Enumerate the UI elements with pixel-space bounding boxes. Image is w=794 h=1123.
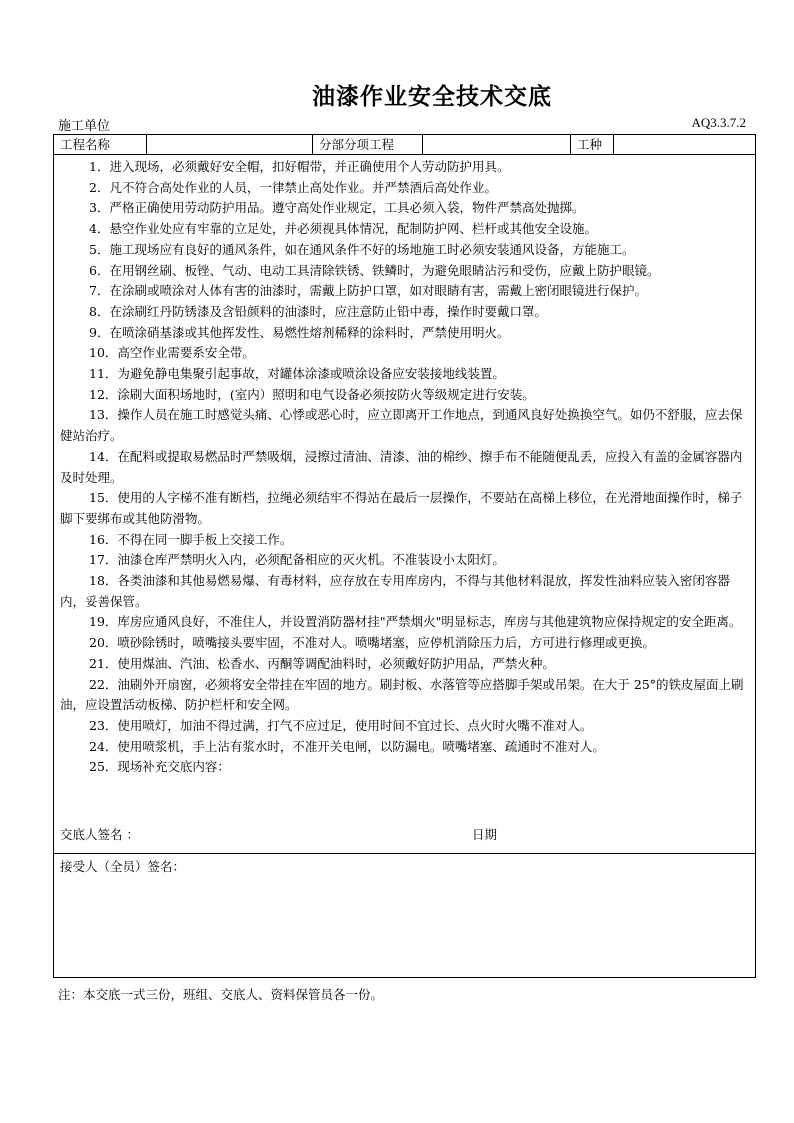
project-name-field[interactable] bbox=[147, 135, 313, 154]
safety-items-list bbox=[60, 157, 751, 778]
safety-item: 1．进入现场，必须戴好安全帽，扣好帽带，并正确使用个人劳动防护用具。 bbox=[89, 159, 510, 174]
construction-unit-label: 施工单位 bbox=[58, 119, 111, 134]
safety-item: 18．各类油漆和其他易燃易爆、有毒材料，应存放在专用库房内，不得与其他材料混放，挥发性油料应装入密闭容器内，妥善保管。 bbox=[60, 573, 730, 609]
safety-item: 16．不得在同一脚手板上交接工作。 bbox=[89, 531, 293, 547]
signature-row bbox=[54, 821, 755, 854]
safety-item: 14．在配料或提取易燃品时严禁吸烟，浸擦过清油、清漆、油的棉纱、擦手布不能随便乱丢，应投入有盖的金属容器内及时处理。 bbox=[60, 448, 743, 485]
safety-item: 22．油刷外开扇窗，必须将安全带挂在牢固的地方。刷封板、水落管等应搭脚手架或吊架。在大于 25°的铁皮屋面上刷油，应设置活动板梯、防护栏杆和安全网。 bbox=[60, 676, 744, 713]
safety-item: 6．在用钢丝刷、板锉、气动、电动工具清除铁锈、铁鳞时，为避免眼睛沾污和受伤，应戴上防护眼镜。 bbox=[89, 262, 660, 278]
safety-item: 11．为避免静电集聚引起事故，对罐体涂漆或喷涂设备应安装接地线装置。 bbox=[89, 366, 505, 382]
safety-item: 12．涂刷大面积场地时，(室内）照明和电气设备必须按防火等级规定进行安装。 bbox=[89, 386, 535, 402]
safety-item: 9．在喷涂硝基漆或其他挥发性、易燃性熔剂稀释的涂料时，严禁使用明火。 bbox=[89, 324, 510, 340]
document-code: AQ3.3.7.2 bbox=[691, 115, 746, 130]
safety-item: 4．悬空作业处应有牢靠的立足处，并必须视具体情况，配制防护网、栏杆或其他安全设施。 bbox=[89, 221, 597, 237]
safety-item: 21．使用煤油、汽油、松香水、丙酮等调配油料时，必须戴好防护用品，严禁火种。 bbox=[89, 655, 555, 671]
safety-item: 25．现场补充交底内容： bbox=[89, 759, 230, 775]
safety-item: 17．油漆仓库严禁明火入内，必须配备相应的灭火机。不准装设小太阳灯。 bbox=[89, 552, 505, 568]
safety-item: 8．在涂刷红丹防锈漆及含铅颜料的油漆时，应注意防止铅中毒，操作时要戴口罩。 bbox=[89, 303, 547, 319]
safety-item: 2．凡不符合高处作业的人员，一律禁止高处作业。并严禁酒后高处作业。 bbox=[89, 179, 497, 195]
sub-project-field[interactable] bbox=[423, 135, 571, 154]
safety-item: 15．使用的人字梯不准有断档，拉绳必须结牢不得站在最后一层操作，不要站在高梯上移位，在光滑地面操作时，梯子脚下要绑布或其他防滑物。 bbox=[60, 490, 743, 526]
date-label: 日期 bbox=[472, 827, 498, 842]
safety-item: 19．库房应通风良好，不准住人，并设置消防器材挂"严禁烟火"明显标志，库房与其他建筑物应保持规定的安全距离。 bbox=[89, 614, 742, 630]
disclosure-form bbox=[53, 134, 756, 978]
header-row bbox=[54, 135, 755, 155]
safety-item: 7．在涂刷或喷涂对人体有害的油漆时，需戴上防护口罩，如对眼睛有害，需戴上密闭眼镜进行保护。 bbox=[89, 283, 647, 299]
sub-project-label: 分部分项工程 bbox=[313, 135, 423, 154]
safety-item: 10．高空作业需要系安全带。 bbox=[89, 345, 255, 361]
safety-item: 23．使用喷灯，加油不得过满，打气不应过足，使用时间不宜过长、点火时火嘴不准对人。 bbox=[89, 717, 593, 733]
safety-item: 3．严格正确使用劳动防护用品。遵守高处作业规定，工具必须入袋，物件严禁高处抛掷。 bbox=[89, 200, 585, 216]
project-name-label: 工程名称 bbox=[54, 135, 147, 154]
safety-item: 5．施工现场应有良好的通风条件，如在通风条件不好的场地施工时必须安装通风设备，方能施工。 bbox=[89, 241, 635, 257]
discloser-signature-label: 交底人签名 ： bbox=[60, 827, 139, 842]
work-type-field[interactable] bbox=[614, 135, 755, 154]
work-type-label: 工种 bbox=[571, 135, 614, 154]
safety-item: 13．操作人员在施工时感觉头痛、心悸或恶心时，应立即离开工作地点，到通风良好处换换空气。如仍不舒服，应去保健站治疗。 bbox=[60, 407, 743, 444]
safety-item: 24．使用喷浆机，手上沾有浆水时，不准开关电闸，以防漏电。喷嘴堵塞、疏通时不准对人。 bbox=[89, 738, 605, 754]
receiver-signature-label: 接受人（全员）签名： bbox=[60, 859, 186, 874]
safety-item: 20．喷砂除锈时，喷嘴接头要牢固，不准对人。喷嘴堵塞，应停机消除压力后，方可进行修理或更换。 bbox=[89, 635, 655, 651]
footer-note: 注：本交底一式三份，班组、交底人、资料保管员各一份。 bbox=[58, 987, 384, 1002]
document-title: 油漆作业安全技术交底 bbox=[312, 83, 552, 110]
